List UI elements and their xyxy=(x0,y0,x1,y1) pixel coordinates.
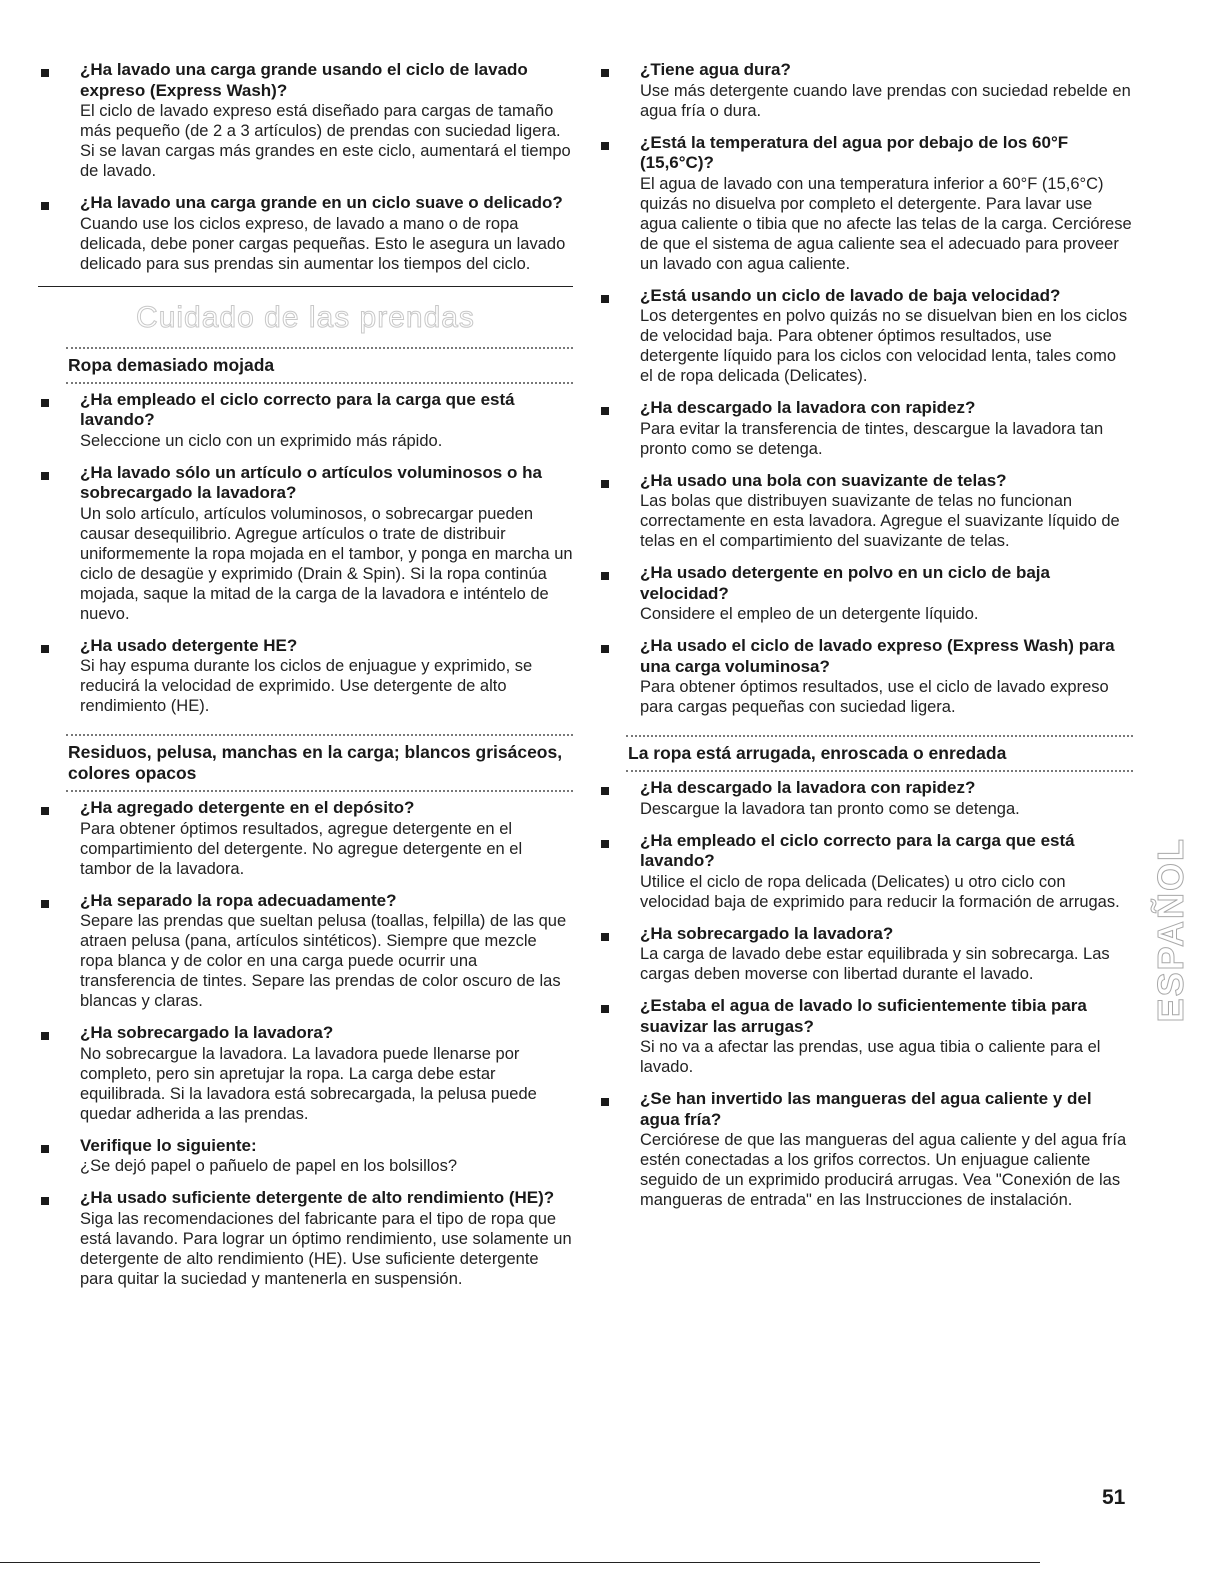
question: ¿Estaba el agua de lavado lo suficientemente tibia para suavizar las arrugas? xyxy=(640,996,1087,1036)
answer: Cerciórese de que las mangueras del agua caliente y del agua fría estén conectadas a los grifos correctos. Un enjuague caliente seguido de un exprimido producirá arrugas. Vea "Conexión de las mangueras de entrada" en las Instrucciones de instalación. xyxy=(640,1131,1127,1209)
answer: Si no va a afectar las prendas, use agua tibia o caliente para el lavado. xyxy=(640,1038,1101,1076)
left-intro xyxy=(38,60,573,274)
bullet-icon xyxy=(601,933,609,941)
question: ¿Ha sobrecargado la lavadora? xyxy=(80,1023,334,1042)
answer: ¿Se dejó papel o pañuelo de papel en los bolsillos? xyxy=(80,1157,458,1175)
list-item xyxy=(38,390,573,451)
question: ¿Ha empleado el ciclo correcto para la carga que está lavando? xyxy=(640,830,1075,870)
bullet-icon xyxy=(601,407,609,415)
list-item xyxy=(598,286,1133,387)
list-item xyxy=(598,831,1133,912)
bullet-icon xyxy=(601,69,609,77)
section-title: Ropa demasiado mojada xyxy=(68,354,275,375)
list-item xyxy=(598,563,1133,624)
answer: Los detergentes en polvo quizás no se disuelvan bien en los ciclos de velocidad baja. Para obtener óptimos resultados, use detergente líquido para los ciclos con velocidad lenta, tales como el de ropa delicada (Delicates). xyxy=(640,307,1128,385)
list-item xyxy=(598,924,1133,985)
section-arrugada xyxy=(598,778,1133,1210)
section-ropa-mojada xyxy=(38,390,573,717)
question: ¿Ha usado detergente HE? xyxy=(80,635,298,655)
bullet-icon xyxy=(41,399,49,407)
left-column xyxy=(38,60,573,1301)
list-item xyxy=(598,398,1133,459)
answer: Descargue la lavadora tan pronto como se detenga. xyxy=(640,799,1020,818)
question: ¿Se han invertido las mangueras del agua caliente y del agua fría? xyxy=(640,1089,1092,1129)
list-item xyxy=(38,636,573,717)
answer: Cuando use los ciclos expreso, de lavado a mano o de ropa delicada, debe poner cargas pequeñas. Esto le asegura un lavado delicado para sus prendas sin aumentar los tiempos del ciclo. xyxy=(80,214,566,273)
bullet-icon xyxy=(41,900,49,908)
bullet-icon xyxy=(601,840,609,848)
list-item xyxy=(38,798,573,879)
list-item xyxy=(38,891,573,1012)
bullet-icon xyxy=(601,572,609,580)
bullet-icon xyxy=(41,69,49,77)
answer: Las bolas que distribuyen suavizante de telas no funcionan correctamente en esta lavadora. Agregue el suavizante líquido de telas en el compartimiento del suavizante de telas. xyxy=(640,492,1120,550)
answer: El agua de lavado con una temperatura inferior a 60°F (15,6°C) quizás no disuelva por completo el detergente. Para lavar use agua caliente o tibia que no afecte las telas de la carga. Cerciórese de que el sistema de agua caliente sea el adecuado para proveer un lavado con agua caliente. xyxy=(640,174,1132,273)
question: ¿Ha agregado detergente en el depósito? xyxy=(80,798,415,817)
bullet-icon xyxy=(41,472,49,480)
section-title: Residuos, pelusa, manchas en la carga; blancos grisáceos, colores opacos xyxy=(68,742,563,783)
question: ¿Está usando un ciclo de lavado de baja velocidad? xyxy=(640,285,1061,305)
question: ¿Ha lavado una carga grande usando el ciclo de lavado expreso (Express Wash)? xyxy=(80,60,528,100)
question: ¿Está la temperatura del agua por debajo de los 60°F (15,6°C)? xyxy=(640,132,1069,172)
answer: Seleccione un ciclo con un exprimido más rápido. xyxy=(80,431,443,450)
bullet-icon xyxy=(601,645,609,653)
bullet-icon xyxy=(41,1032,49,1040)
bullet-icon xyxy=(601,787,609,795)
question: ¿Ha empleado el ciclo correcto para la carga que está lavando? xyxy=(80,389,515,429)
list-item xyxy=(598,636,1133,717)
question: ¿Ha separado la ropa adecuadamente? xyxy=(80,890,397,910)
answer: Si hay espuma durante los ciclos de enjuague y exprimido, se reducirá la velocidad de exprimido. Use detergente de alto rendimiento (HE). xyxy=(80,657,533,715)
bullet-icon xyxy=(601,142,609,150)
list-item xyxy=(38,193,573,274)
bullet-icon xyxy=(41,1197,49,1205)
answer: Un solo artículo, artículos voluminosos, o sobrecargar pueden causar desequilibrio. Agregue artículos o trate de distribuir uniformemente la ropa mojada en el tambor, y ponga en marcha un ciclo de desagüe y exprimido (Drain & Spin). Si la ropa continúa mojada, saque la mitad de la carga de la lavadora e inténtelo de nuevo. xyxy=(80,504,573,623)
bullet-icon xyxy=(41,645,49,653)
answer: Considere el empleo de un detergente líquido. xyxy=(640,605,979,623)
question: ¿Ha usado el ciclo de lavado expreso (Express Wash) para una carga voluminosa? xyxy=(640,636,1115,676)
answer: No sobrecargue la lavadora. La lavadora puede llenarse por completo, pero sin apretujar la ropa. La carga debe estar equilibrada. Si la lavadora está sobrecargada, la pelusa puede quedar adherida a las prendas. xyxy=(80,1044,537,1123)
right-column xyxy=(598,60,1133,1222)
list-item xyxy=(38,60,573,181)
list-item xyxy=(598,60,1133,121)
bullet-icon xyxy=(41,202,49,210)
section-title: La ropa está arrugada, enroscada o enredada xyxy=(628,743,1007,763)
question: ¿Ha descargado la lavadora con rapidez? xyxy=(640,398,976,417)
answer: Para evitar la transferencia de tintes, descargue la lavadora tan pronto como se detenga. xyxy=(640,419,1104,458)
answer: Separe las prendas que sueltan pelusa (toallas, felpilla) de las que atraen pelusa (pana, artículos sintéticos). Siempre que mezcle ropa blanca y de color en una carga puede ocurrir una transferencia de tintes. Separe las prendas de color oscuro de las blancas y claras. xyxy=(80,912,567,1010)
right-intro xyxy=(598,60,1133,717)
list-item xyxy=(38,1136,573,1177)
section-residuos xyxy=(38,798,573,1289)
bullet-icon xyxy=(41,1145,49,1153)
language-side-tab xyxy=(1150,800,1192,1060)
question: ¿Tiene agua dura? xyxy=(640,60,791,79)
answer: Para obtener óptimos resultados, agregue detergente en el compartimiento del detergente. No agregue detergente en el tambor de la lavadora. xyxy=(80,819,523,878)
list-item xyxy=(38,1188,573,1289)
question: ¿Ha usado suficiente detergente de alto rendimiento (HE)? xyxy=(80,1188,555,1207)
answer: Siga las recomendaciones del fabricante para el tipo de ropa que está lavando. Para lograr un óptimo rendimiento, use solamente un detergente de alto rendimiento (HE). Use suficiente detergente para quitar la suciedad y mantenerla en suspensión. xyxy=(80,1209,572,1288)
list-item xyxy=(598,471,1133,552)
answer: Para obtener óptimos resultados, use el ciclo de lavado expreso para cargas pequeñas con suciedad ligera. xyxy=(640,678,1109,716)
question: ¿Ha lavado sólo un artículo o artículos voluminosos o ha sobrecargado la lavadora? xyxy=(80,462,542,502)
list-item xyxy=(38,463,573,624)
side-tab-label: ESPAÑOL xyxy=(1150,837,1191,1023)
answer: La carga de lavado debe estar equilibrada y sin sobrecarga. Las cargas deben moverse con libertad durante el lavado. xyxy=(640,945,1110,983)
list-item xyxy=(38,1023,573,1124)
question: Verifique lo siguiente: xyxy=(80,1135,257,1155)
question: ¿Ha descargado la lavadora con rapidez? xyxy=(640,778,976,797)
answer: Utilice el ciclo de ropa delicada (Delicates) u otro ciclo con velocidad baja de exprimido para reducir la formación de arrugas. xyxy=(640,872,1120,911)
question: ¿Ha lavado una carga grande en un ciclo suave o delicado? xyxy=(80,193,563,212)
bullet-icon xyxy=(601,295,609,303)
footer-rule xyxy=(0,1562,1040,1563)
bullet-icon xyxy=(601,480,609,488)
answer: Use más detergente cuando lave prendas con suciedad rebelde en agua fría o dura. xyxy=(640,81,1131,120)
list-item xyxy=(598,133,1133,274)
list-item xyxy=(598,778,1133,819)
list-item xyxy=(598,996,1133,1077)
page-number: 51 xyxy=(1102,1486,1126,1509)
bullet-icon xyxy=(601,1098,609,1106)
list-item xyxy=(598,1089,1133,1210)
question: ¿Ha usado una bola con suavizante de telas? xyxy=(640,470,1007,490)
question: ¿Ha usado detergente en polvo en un ciclo de baja velocidad? xyxy=(640,563,1050,603)
bullet-icon xyxy=(41,807,49,815)
bullet-icon xyxy=(601,1005,609,1013)
section-heading: Cuidado de las prendas xyxy=(136,300,475,334)
question: ¿Ha sobrecargado la lavadora? xyxy=(640,923,894,943)
answer: El ciclo de lavado expreso está diseñado para cargas de tamaño más pequeño (de 2 a 3 artículos) de prendas con suciedad ligera. Si se lavan cargas más grandes en este ciclo, aumentará el tiempo de lavado. xyxy=(80,102,571,180)
